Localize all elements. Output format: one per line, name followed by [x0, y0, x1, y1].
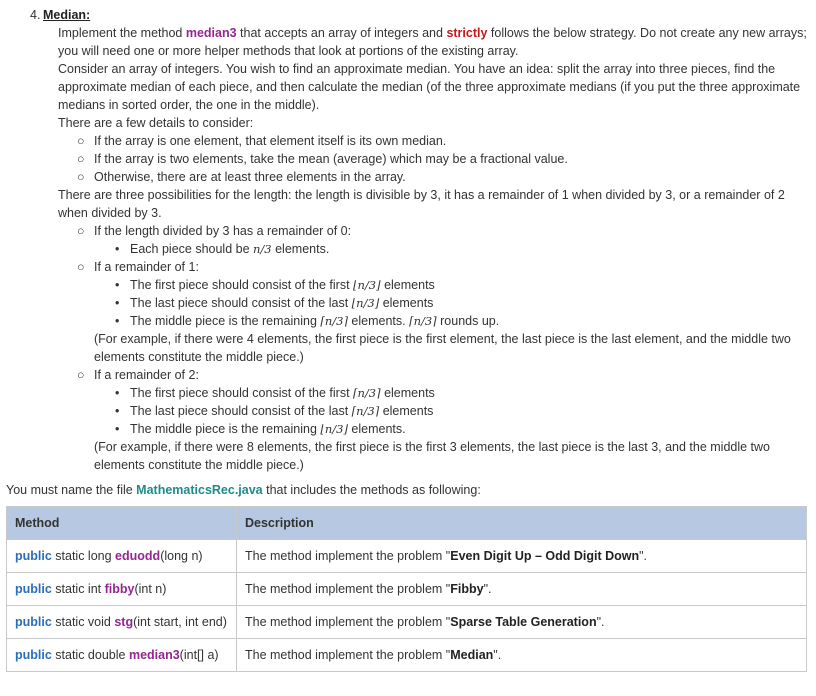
description-cell [237, 606, 807, 639]
bullet-text: The middle piece is the remaining [130, 314, 321, 328]
math-floor-n-over-3: ⌊n/3⌋ [353, 278, 381, 292]
list-item [94, 276, 810, 294]
circle-bullet-icon: ○ [77, 260, 85, 274]
details-intro: There are a few details to consider: [58, 116, 254, 130]
list-item [94, 294, 810, 312]
cases-list [58, 222, 810, 474]
signature-text: static void [51, 615, 115, 629]
intro-text-3: follows the below strategy. Do not create any new arrays; you will need one or more helper methods that look at portions of the existing array. [58, 26, 807, 58]
list-item [94, 240, 810, 258]
problem-body [21, 24, 810, 474]
file-name: MathematicsRec.java [136, 483, 263, 497]
circle-bullet-icon: ○ [77, 368, 85, 382]
method-signature-cell [7, 540, 237, 573]
bullet-text: The middle piece is the remaining [130, 422, 321, 436]
bullet-text: rounds up. [436, 314, 500, 328]
description-text: The method implement the problem " [245, 549, 451, 563]
description-text: The method implement the problem " [245, 615, 451, 629]
description-text: ". [483, 582, 492, 596]
problem-median [6, 6, 810, 474]
keyword-public: public [15, 549, 52, 563]
circle-bullet-icon: ○ [77, 134, 85, 148]
bullet-text: The last piece should consist of the last [130, 404, 352, 418]
case-sublist [94, 276, 810, 330]
list-item [58, 168, 810, 186]
methods-table [6, 506, 807, 672]
disc-bullet-icon: • [115, 386, 120, 400]
keyword-public: public [15, 648, 52, 662]
description-text: The method implement the problem " [245, 648, 451, 662]
list-item [58, 150, 810, 168]
table-header-row [7, 507, 807, 540]
case-label: If a remainder of 2: [94, 368, 199, 382]
disc-bullet-icon: • [115, 404, 120, 418]
list-item [94, 312, 810, 330]
table-row [7, 573, 807, 606]
circle-bullet-icon: ○ [77, 170, 85, 184]
list-item [94, 420, 810, 438]
table-row [7, 540, 807, 573]
math-ceil-n-over-3: ⌈n/3⌉ [320, 314, 348, 328]
signature-text: static double [51, 648, 129, 662]
disc-bullet-icon: • [115, 242, 120, 256]
disc-bullet-icon: • [115, 296, 120, 310]
problem-title: Sparse Table Generation [450, 615, 597, 629]
description-cell [237, 639, 807, 672]
column-header-method: Method [7, 507, 237, 540]
list-item [94, 384, 810, 402]
problem-title: Median [450, 648, 494, 662]
signature-params: (int[] a) [179, 648, 219, 662]
bullet-text: Each piece should be [130, 242, 254, 256]
description-text: ". [596, 615, 605, 629]
math-n-over-3: n/3 [253, 242, 272, 256]
file-name-instruction [6, 474, 810, 499]
method-name: median3 [128, 648, 180, 662]
bullet-text: The last piece should consist of the last [130, 296, 352, 310]
signature-text: static long [51, 549, 116, 563]
list-item [94, 402, 810, 420]
circle-bullet-icon: ○ [77, 152, 85, 166]
bullet-text: elements. [347, 422, 406, 436]
signature-params: (int n) [134, 582, 167, 596]
keyword-public: public [15, 582, 52, 596]
file-intro-text: that includes the methods as following: [262, 483, 481, 497]
problem-number: 4. [30, 8, 41, 22]
bullet-text: elements [380, 278, 435, 292]
signature-text: static int [51, 582, 105, 596]
signature-params: (long n) [160, 549, 203, 563]
table-row [7, 606, 807, 639]
case-example-note: (For example, if there were 8 elements, the first piece is the first 3 elements, the last piece is the last 3, and the middle two elements constitute the middle piece.) [94, 440, 771, 472]
column-header-description: Description [237, 507, 807, 540]
detail-text: If the array is two elements, take the mean (average) which may be a fractional value. [94, 152, 568, 166]
method-name: stg [114, 615, 134, 629]
detail-text: If the array is one element, that element itself is its own median. [94, 134, 447, 148]
method-signature-cell [7, 606, 237, 639]
math-floor-n-over-3: ⌊n/3⌋ [351, 296, 380, 310]
possibilities-paragraph: There are three possibilities for the length: the length is divisible by 3, it has a remainder of 1 when divided by 3, or a remainder of 2 when divided by 3. [58, 188, 785, 220]
method-signature-cell [7, 573, 237, 606]
bullet-text: The first piece should consist of the first [130, 386, 354, 400]
circle-bullet-icon: ○ [77, 224, 85, 238]
bullet-text: elements. [271, 242, 330, 256]
case-remainder-1 [58, 258, 810, 366]
signature-params: (int start, int end) [133, 615, 227, 629]
case-remainder-2 [58, 366, 810, 474]
case-sublist [94, 240, 810, 258]
description-cell [237, 573, 807, 606]
method-name: fibby [104, 582, 135, 596]
description-text: ". [639, 549, 648, 563]
intro-paragraph [58, 24, 810, 60]
disc-bullet-icon: • [115, 278, 120, 292]
method-name-median3: median3 [185, 26, 237, 40]
strictly-emphasis: strictly [446, 26, 488, 40]
math-ceil-n-over-3: ⌈n/3⌉ [409, 314, 437, 328]
file-intro-text: You must name the file [6, 483, 137, 497]
list-item [58, 132, 810, 150]
math-ceil-n-over-3: ⌈n/3⌉ [353, 386, 381, 400]
keyword-public: public [15, 615, 52, 629]
bullet-text: elements [379, 296, 434, 310]
problem-title: Fibby [450, 582, 484, 596]
consider-paragraph: Consider an array of integers. You wish to find an approximate median. You have an idea: split the array into three pieces, find the approximate median of each piece, and then calculate the median (of the three approximate medians (if you put the three approximate medians in sorted order, the one in the middle). [58, 62, 801, 112]
math-floor-n-over-3: ⌊n/3⌋ [320, 422, 348, 436]
case-example-note: (For example, if there were 4 elements, the first piece is the first element, the last piece is the last element, and the middle two elements constitute the middle piece.) [94, 332, 791, 364]
bullet-text: elements [380, 386, 435, 400]
description-cell [237, 540, 807, 573]
case-sublist [94, 384, 810, 438]
description-text: The method implement the problem " [245, 582, 451, 596]
detail-text: Otherwise, there are at least three elements in the array. [94, 170, 406, 184]
disc-bullet-icon: • [115, 422, 120, 436]
case-label: If a remainder of 1: [94, 260, 199, 274]
table-row [7, 639, 807, 672]
bullet-text: elements [379, 404, 434, 418]
case-remainder-0 [58, 222, 810, 258]
bullet-text: The first piece should consist of the first [130, 278, 354, 292]
problem-heading: Median: [43, 8, 91, 22]
disc-bullet-icon: • [115, 314, 120, 328]
intro-text-2: that accepts an array of integers and [236, 26, 447, 40]
problem-title: Even Digit Up – Odd Digit Down [450, 549, 640, 563]
description-text: ". [493, 648, 502, 662]
bullet-text: elements. [347, 314, 410, 328]
intro-text-1: Implement the method [58, 26, 186, 40]
case-label: If the length divided by 3 has a remainder of 0: [94, 224, 352, 238]
method-signature-cell [7, 639, 237, 672]
math-ceil-n-over-3: ⌈n/3⌉ [351, 404, 380, 418]
method-name: eduodd [115, 549, 161, 563]
problem-heading-row [21, 6, 810, 24]
details-list [58, 132, 810, 186]
